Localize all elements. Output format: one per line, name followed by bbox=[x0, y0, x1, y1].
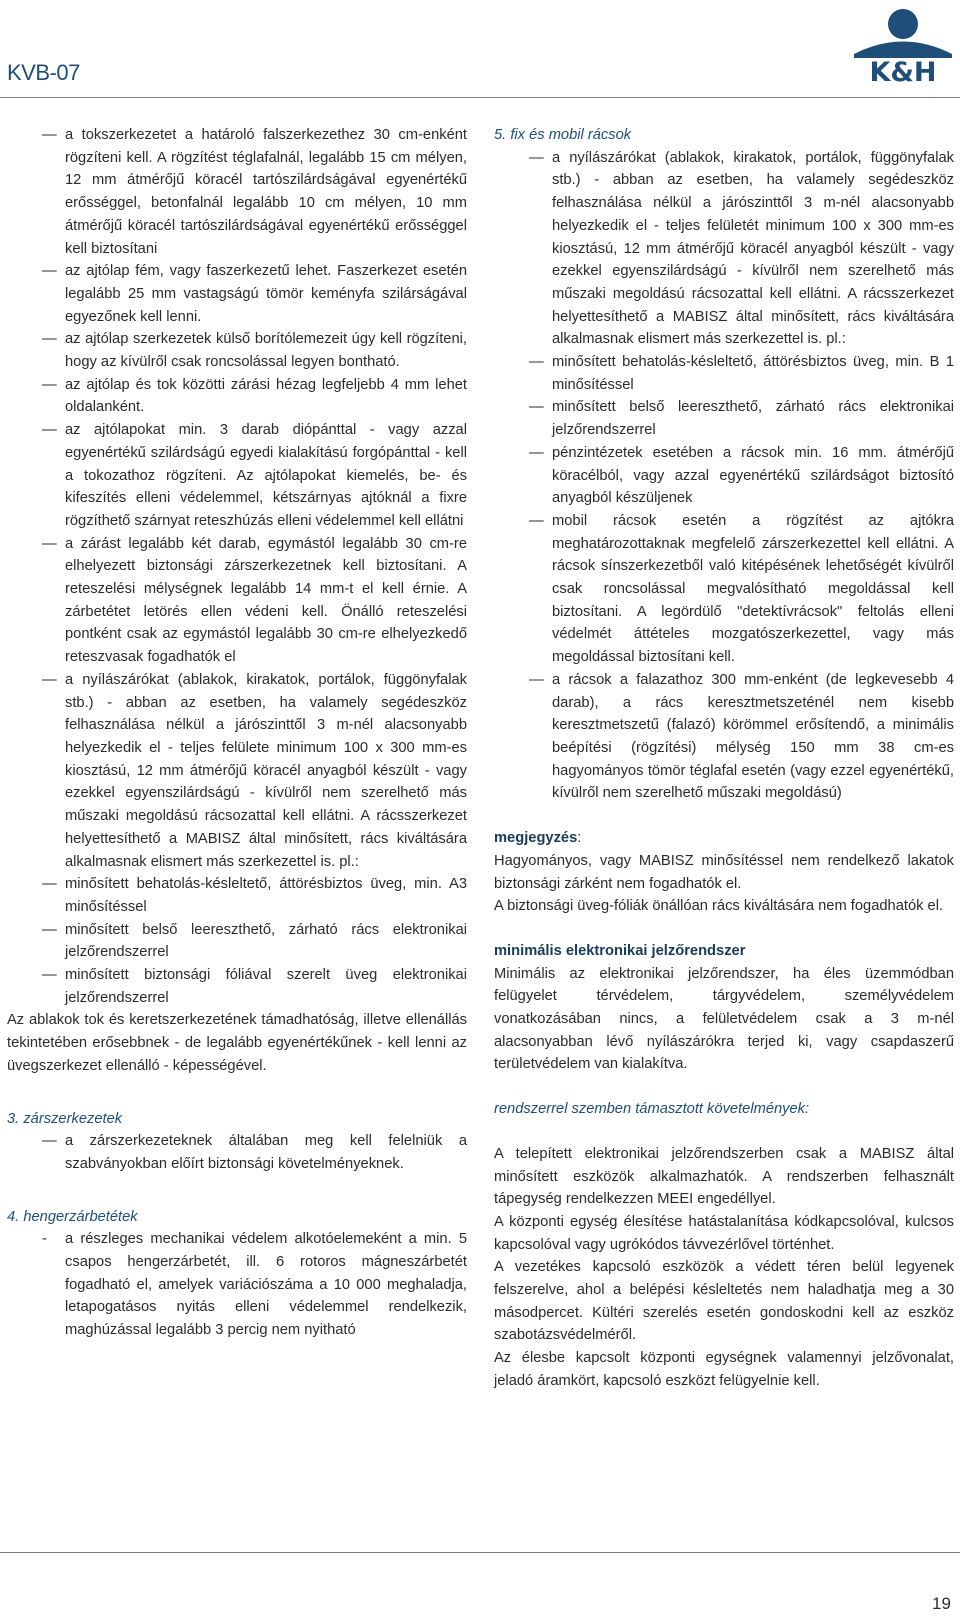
right-column bbox=[494, 124, 954, 1393]
paragraph: Az élesbe kapcsolt központi egységnek valamennyi jelzővonalat, jeladó áramkört, kapcsoló eszközt felügyelnie kell. bbox=[494, 1350, 954, 1389]
list-item: — a tokszerkezetet a határoló falszerkezethez 30 cm-enként rögzíteni kell. A rögzítést téglafalnál, legalább 15 cm mélyen, 12 mm átmérőjű köracél tartószilárdságával egyenértékű erősséggel, betonfalnál legalább 10 cm mélyen, 10 mm átmérőjű köracél tartószilárdságával egyenértékű erősséggel kell biztosítani bbox=[7, 124, 467, 260]
dash-bullet: — bbox=[529, 149, 544, 166]
page-number: 19 bbox=[932, 1594, 951, 1613]
dash-bullet: - bbox=[42, 1231, 47, 1248]
document-code: KVB-07 bbox=[7, 60, 80, 85]
dash-bullet: — bbox=[42, 921, 57, 938]
dash-bullet: — bbox=[42, 535, 57, 552]
kh-logo bbox=[852, 4, 954, 84]
list-item: — a zárszerkezeteknek általában meg kell felelniük a szabványokban előírt biztonsági követelményeknek. bbox=[7, 1130, 467, 1175]
note-heading: megjegyzés: bbox=[494, 830, 582, 847]
section-heading: minimális elektronikai jelzőrendszer bbox=[494, 942, 746, 959]
section-heading: 4. hengerzárbetétek bbox=[7, 1208, 138, 1225]
dash-bullet: — bbox=[42, 671, 57, 688]
dash-bullet: — bbox=[42, 967, 57, 984]
page-header bbox=[0, 0, 960, 98]
list-item: — az ajtólapokat min. 3 darab diópánttal - vagy azzal egyenértékű szilárdságú egyedi kialakítású forgópánttal - kell a tokozathoz rögzíteni. Az ajtólapokat kiemelés, be- és kifeszítés elleni védelemmel, kétszárnyas ajtóknál a fixre rögzíthető szárnyat reteszhúzás elleni védelemmel kell ellátni bbox=[7, 419, 467, 533]
list-item: — pénzintézetek esetében a rácsok min. 16 mm. átmérőjű köracélból, vagy azzal egyenértékű szilárdságot biztosító anyagból készüljenek bbox=[494, 442, 954, 510]
paragraph: A központi egység élesítése hatástalanítása kódkapcsolóval, kulcsos kapcsolóval vagy ugrókódos távvezérlővel történhet. bbox=[494, 1213, 954, 1253]
note-paragraph: A biztonsági üveg-fóliák önállóan rács kiváltására nem fogadhatók el. bbox=[494, 898, 944, 915]
list-item: — a nyílászárókat (ablakok, kirakatok, portálok, függönyfalak stb.) - abban az esetben, ha valamely segédeszköz felhasználása nélkül a járószinttől 3 m-nél alacsonyabb helyezkedik el - teljes felülete minimum 100 x 300 mm-es kiosztású, 12 mm átmérőjű köracél anyagból készült - vagy ezekkel egyenszilárdságú - kívülről nem szerelhető más műszaki megoldású rácsozattal kell ellátni. A rácsszerkezet helyettesíthető a MABISZ által minősített, rács kiváltására alkalmasnak elismert más szerkezettel is. pl.: bbox=[7, 669, 467, 873]
dash-bullet: — bbox=[529, 671, 544, 688]
list-item: — minősített biztonsági fóliával szerelt üveg elektronikai jelzőrendszerrel bbox=[7, 964, 467, 1009]
dash-bullet: — bbox=[42, 376, 57, 393]
list-item: — az ajtólap szerkezetek külső borítólemezeit úgy kell rögzíteni, hogy az kívülről csak roncsolással legyen bontható. bbox=[7, 328, 467, 373]
dash-bullet: — bbox=[529, 444, 544, 461]
dash-bullet: — bbox=[42, 127, 57, 143]
dash-bullet: — bbox=[42, 422, 57, 439]
list-item: — a rácsok a falazathoz 300 mm-enként (de legkevesebb 4 darab), a rács keresztmetszeténél nem kisebb keresztmetszetű (falazó) körömmel erősítendő, a minimális beépítési (rögzítési) mélység 150 mm 38 cm-es hagyományos tömör téglafal esetén (vagy ezzel egyenértékű, kívülről nem szerelhető műszaki megoldású) bbox=[494, 669, 954, 805]
list-item: — minősített belső leereszthető, zárható rács elektronikai jelzőrendszerrel bbox=[7, 919, 467, 964]
list-item: — a nyílászárókat (ablakok, kirakatok, portálok, függönyfalak stb.) - abban az esetben, ha valamely segédeszköz felhasználása nélkül a járószinttől 3 m-nél alacsonyabb helyezkedik el - teljes felületét minimum 100 x 300 mm-es kiosztású, 12 mm átmérőjű köracél anyagból készült - vagy ezekkel egyenszilárdságú - kívülről nem szerelhető más műszaki megoldású rácsozattal kell ellátni. A rácsszerkezet helyettesíthető a MABISZ által minősített, rács kiváltására alkalmasnak elismert más szerkezettel is. pl.: bbox=[494, 147, 954, 351]
dash-bullet: — bbox=[42, 876, 57, 893]
paragraph: A telepített elektronikai jelzőrendszerben csak a MABISZ által minősített eszközök alkalmazhatók. A rendszerben felhasznált tápegység rendelkezzen MEEI engedéllyel. bbox=[494, 1145, 954, 1208]
dash-bullet: — bbox=[42, 331, 57, 348]
footer-divider bbox=[0, 1552, 960, 1553]
dash-bullet: — bbox=[42, 1133, 57, 1150]
dash-bullet: — bbox=[529, 354, 544, 371]
dash-bullet: — bbox=[529, 399, 544, 416]
section-heading: rendszerrel szemben támasztott követelmények: bbox=[494, 1101, 810, 1118]
paragraph: A vezetékes kapcsoló eszközök a védett téren belül legyenek felszerelve, ahol a belépési késleltetés nem haladhatja meg a 30 másodpercet. Kültéri szerelés esetén gondoskodni kell az eszköz szabotázsvédelméről. bbox=[494, 1259, 954, 1344]
list-item: — az ajtólap fém, vagy faszerkezetű lehet. Faszerkezet esetén legalább 25 mm vastagságú tömör keményfa szilárságával egyezőnek kell lenni. bbox=[7, 260, 467, 328]
section-heading: 3. zárszerkezetek bbox=[7, 1110, 123, 1127]
list-item: — minősített behatolás-késleltető, áttörésbiztos üveg, min. A3 minősítéssel bbox=[7, 873, 467, 918]
paragraph: Az ablakok tok és keretszerkezetének támadhatóság, illetve ellenállás tekintetében erősebbnek - de legalább egyenértékűnek - kell lenni az üvegszerkezet ellenálló - képességével. bbox=[7, 1012, 467, 1074]
note-paragraph: Hagyományos, vagy MABISZ minősítéssel nem rendelkező lakatok biztonsági zárként nem fogadhatók el. bbox=[494, 852, 954, 892]
paragraph: Minimális az elektronikai jelzőrendszer, ha éles üzemmódban felügyelet térvédelem, tárgyvédelem, személyvédelem vonatkozásában nincs, a felületvédelem csak a 3 m-nél alacsonyabban lévő nyílászárókra terjed ki, vagy csapdaszerű területvédelem van kialakítva. bbox=[494, 965, 954, 1073]
list-item: — az ajtólap és tok közötti zárási hézag legfeljebb 4 mm lehet oldalanként. bbox=[7, 374, 467, 419]
svg-text:K&H: K&H bbox=[869, 57, 937, 84]
left-column bbox=[7, 124, 467, 1342]
list-item: — minősített behatolás-késleltető, áttörésbiztos üveg, min. B 1 minősítéssel bbox=[494, 351, 954, 396]
dash-bullet: — bbox=[42, 263, 57, 280]
list-item: — minősített belső leereszthető, zárható rács elektronikai jelzőrendszerrel bbox=[494, 396, 954, 441]
list-item: - a részleges mechanikai védelem alkotóelemeként a min. 5 csapos hengerzárbetét, ill. 6 rotoros mágneszárbetét fogadható el, amelyek variációszáma a 10 000 meghaladja, letapogatásos nyitás elleni védelemmel rendelkezik, maghúzással legalább 3 percig nem nyitható bbox=[7, 1228, 467, 1342]
list-item: — a zárást legalább két darab, egymástól legalább 30 cm-re elhelyezett biztonsági zárszerkezetnek kell biztosítani. A reteszelési mélységnek legalább 14 mm-t el kell érnie. A zárbetétet letörés ellen védeni kell. Önálló reteszelési pontként csak az egymástól legalább 30 cm-re elhelyezkedő reteszvasak fogadhatók el bbox=[7, 533, 467, 669]
list-item: — mobil rácsok esetén a rögzítést az ajtókra meghatározottaknak megfelelő zárszerkezettel kell ellátni. A rácsok sínszerkezetből való kitépésének lehetőségét kívülről csak roncsolással megvalósítható megoldással kell biztosítani. A legördülő "detektívrácsok" feltolás elleni védelmét áttételes mozgatószerkezettel, vagy más megoldással biztosítani kell. bbox=[494, 510, 954, 669]
header-divider bbox=[0, 97, 960, 98]
dash-bullet: — bbox=[529, 512, 544, 529]
section-heading: 5. fix és mobil rácsok bbox=[494, 127, 632, 143]
